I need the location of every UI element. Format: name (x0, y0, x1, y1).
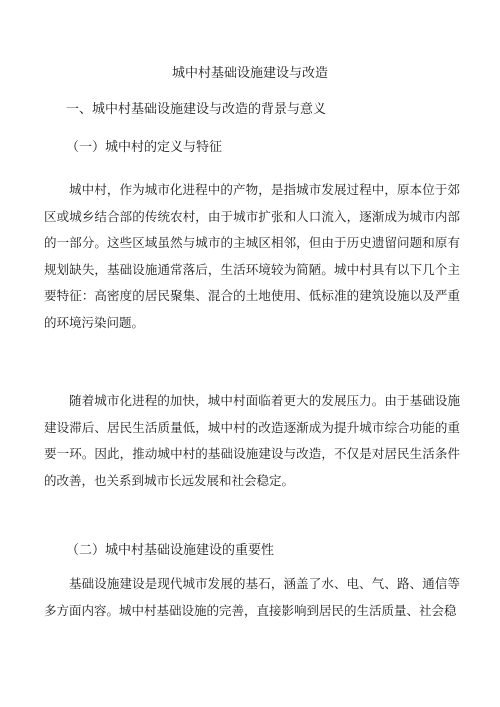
paragraph-3: 基础设施建设是现代城市发展的基石，涵盖了水、电、气、路、通信等多方面内容。城中村基础设施的完善，直接影响到居民的生活质量、社会稳 (44, 576, 460, 618)
paragraph-2: 随着城市化进程的加快，城中村面临着更大的发展压力。由于基础设施建设滞后、居民生活质量低，城中村的改造逐渐成为提升城市综合功能的重要一环。因此，推动城中村的基础设施建设与改造，不仅是对居民生活条件的改善，也关系到城市长远发展和社会稳定。 (44, 393, 460, 488)
paragraph-1: 城中村，作为城市化进程中的产物，是指城市发展过程中，原本位于郊区或城乡结合部的传统农村，由于城市扩张和人口流入，逐渐成为城市内部的一部分。这些区域虽然与城市的主城区相邻，但由于历史遗留问题和原有规划缺失，基础设施通常落后，生活环境较为简陋。城中村具有以下几个主要特征：高密度的居民聚集、混合的土地使用、低标准的建筑设施以及严重的环境污染问题。 (44, 182, 460, 330)
subsection-heading-2: （二）城中村基础设施建设的重要性 (66, 543, 275, 558)
section-heading-1: 一、城中村基础设施建设与改造的背景与意义 (66, 102, 327, 117)
document-title: 城中村基础设施建设与改造 (171, 66, 328, 81)
subsection-heading-1: （一）城中村的定义与特征 (66, 140, 223, 155)
